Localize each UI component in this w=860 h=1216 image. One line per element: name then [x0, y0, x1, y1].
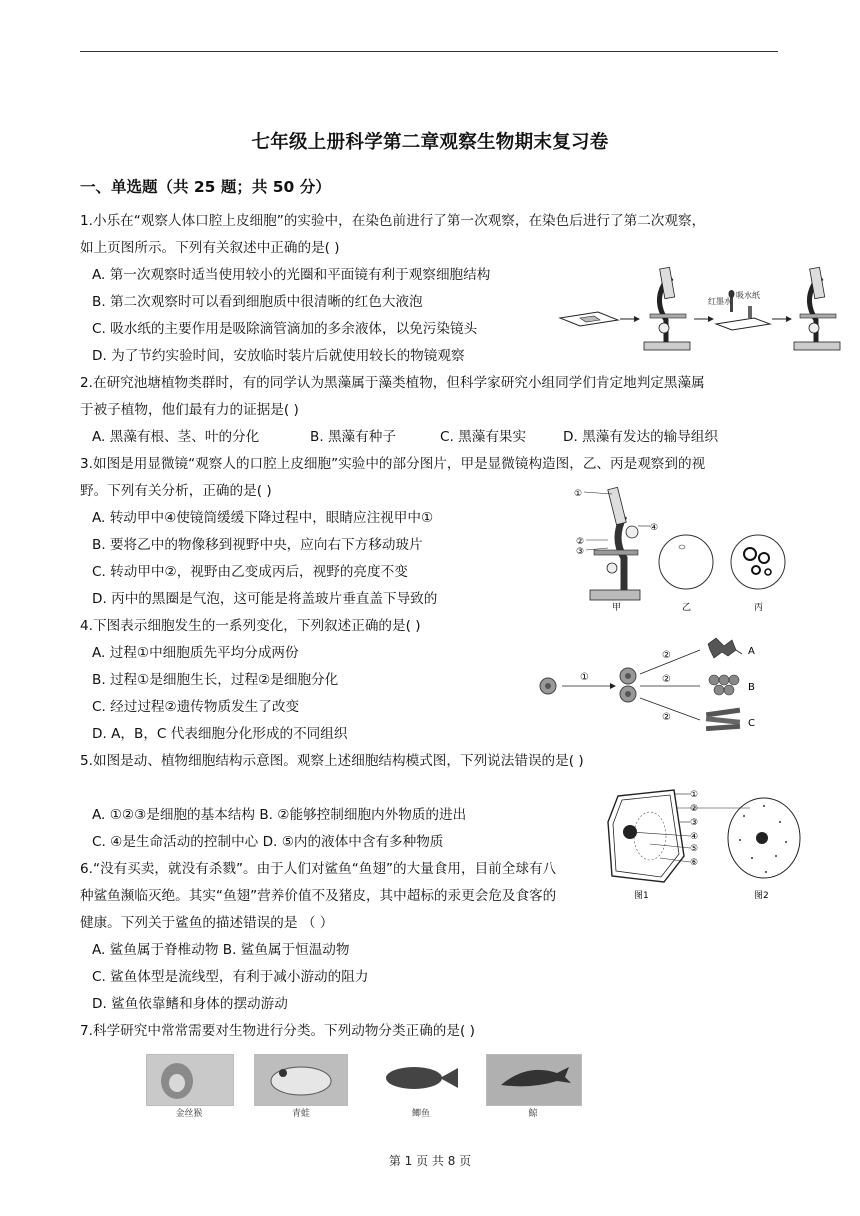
q1-stem-line2: 如上页图所示。下列有关叙述中正确的是( ) [80, 240, 340, 256]
field-bing-drawing [731, 535, 785, 589]
label-1: ① [574, 489, 583, 499]
microscope-drawing-2 [794, 267, 840, 350]
animal-cell-drawing [728, 798, 800, 878]
caption-yi: 乙 [682, 603, 692, 612]
process-1-label: ① [580, 672, 589, 683]
photo-frog [254, 1054, 348, 1106]
q3-option-d: D. 丙中的黑圈是气泡，这可能是将盖玻片垂直盖下导致的 [92, 591, 438, 607]
q3-option-c: C. 转动甲中②，视野由乙变成丙后，视野的亮度不变 [92, 564, 408, 580]
q4-cell-change-figure [536, 630, 766, 738]
q2-stem-line1: 2.在研究池塘植物类群时，有的同学认为黑藻属于藻类植物，但科学家研究小组同学们肯定地判定黑藻属 [80, 375, 705, 391]
q2-option-c: C. 黑藻有果实 [440, 429, 527, 445]
q4-option-c: C. 经过过程②遗传物质发生了改变 [92, 699, 300, 715]
q1-option-d: D. 为了节约实验时间，安放临时装片后就使用较长的物镜观察 [92, 348, 465, 364]
q4-option-a: A. 过程①中细胞质先平均分成两份 [92, 645, 299, 661]
q1-option-a: A. 第一次观察时适当使用较小的光圈和平面镜有利于观察细胞结构 [92, 267, 491, 283]
q4-option-b: B. 过程①是细胞生长，过程②是细胞分化 [92, 672, 339, 688]
section-heading: 一、单选题（共 25 题；共 50 分） [80, 178, 331, 196]
caption-frog: 青蛙 [291, 1109, 310, 1119]
q6-stem-line1: 6.“没有买卖，就没有杀戮”。由于人们对鲨鱼“鱼翅”的大量食用，目前全球有八 [80, 861, 557, 877]
q2-stem-line2: 于被子植物，他们最有力的证据是( ) [80, 402, 299, 418]
q6-option-c: C. 鲨鱼体型是流线型，有利于减小游动的阻力 [92, 969, 369, 985]
caption-jia: 甲 [612, 603, 622, 612]
q6-stem-line2: 种鲨鱼濒临灭绝。其实“鱼翅”营养价值不及猪皮，其中超标的汞更会危及食客的 [80, 888, 557, 904]
q5-stem-line1: 5.如图是动、植物细胞结构示意图。观察上述细胞结构模式图，下列说法错误的是( ) [80, 753, 584, 769]
cell-label-1: ① [690, 790, 699, 800]
q4-stem-line1: 4.下图表示细胞发生的一系列变化，下列叙述正确的是( ) [80, 618, 421, 634]
fig-label-red-ink: 红墨水 [708, 297, 732, 306]
caption-golden-monkey: 金丝猴 [175, 1109, 203, 1119]
q1-option-b: B. 第二次观察时可以看到细胞质中很清晰的红色大液泡 [92, 294, 423, 310]
process-2-label-a: ② [662, 650, 671, 661]
caption-whale: 鲸 [528, 1109, 538, 1119]
process-2-label-b: ② [662, 674, 671, 685]
q3-option-a: A. 转动甲中④使镜筒缓缓下降过程中，眼睛应注视甲中① [92, 510, 434, 526]
label-2: ② [576, 537, 585, 547]
q6-stem-line3: 健康。下列关于鲨鱼的描述错误的是 （ ） [80, 915, 334, 931]
q5-options-ab: A. ①②③是细胞的基本结构 B. ②能够控制细胞内外物质的进出 [92, 807, 467, 823]
q6-option-d: D. 鲨鱼依靠鳍和身体的摆动游动 [92, 996, 288, 1012]
tissue-label-c: C [748, 718, 755, 729]
q3-microscope-figure [572, 482, 792, 612]
q2-option-a: A. 黑藻有根、茎、叶的分化 [92, 429, 260, 445]
photo-whale [486, 1054, 582, 1106]
cell-label-6: ⑥ [690, 858, 699, 868]
plant-cell-drawing [608, 790, 684, 882]
q3-stem-line1: 3.如图是用显微镜“观察人的口腔上皮细胞”实验中的部分图片，甲是显微镜构造图，乙、丙是观察到的视 [80, 456, 706, 472]
q5-options-cd: C. ④是生命活动的控制中心 D. ⑤内的液体中含有多种物质 [92, 834, 444, 850]
tissue-c-drawing [706, 708, 740, 732]
tissue-a-drawing [708, 638, 742, 658]
caption-fig2: 图2 [754, 891, 769, 901]
label-3: ③ [576, 547, 585, 557]
staining-drawing [708, 290, 770, 330]
cell-label-4: ④ [690, 832, 699, 842]
tissue-b-drawing [709, 675, 739, 695]
q1-stem-line1: 1.小乐在“观察人体口腔上皮细胞”的实验中，在染色前进行了第一次观察，在染色后进行了第二次观察， [80, 213, 706, 229]
fig-label-blotting-paper: 吸水纸 [736, 291, 760, 300]
tissue-label-b: B [748, 682, 755, 693]
q1-option-c: C. 吸水纸的主要作用是吸除滴管滴加的多余液体，以免污染镜头 [92, 321, 478, 337]
q3-option-b: B. 要将乙中的物像移到视野中央，应向右下方移动玻片 [92, 537, 423, 553]
page-title: 七年级上册科学第二章观察生物期末复习卷 [251, 132, 609, 153]
caption-fig1: 图1 [634, 891, 649, 901]
page-footer: 第 1 页 共 8 页 [388, 1154, 472, 1168]
q1-procedure-figure [558, 262, 842, 354]
q2-option-d: D. 黑藻有发达的输导组织 [563, 429, 719, 445]
q5-cell-structure-figure [604, 786, 820, 902]
field-yi-drawing [659, 535, 713, 589]
cell-label-2: ② [690, 804, 699, 814]
q4-option-d: D. A，B，C 代表细胞分化形成的不同组织 [92, 726, 348, 742]
cell-label-5: ⑤ [690, 844, 699, 854]
tissue-label-a: A [748, 646, 755, 657]
process-2-label-c: ② [662, 712, 671, 723]
q2-option-b: B. 黑藻有种子 [310, 429, 396, 445]
header-rule [80, 51, 778, 52]
microscope-drawing-1 [644, 267, 690, 350]
cell-label-3: ③ [690, 818, 699, 828]
glass-slide-drawing [560, 312, 618, 326]
q6-options-ab: A. 鲨鱼属于脊椎动物 B. 鲨鱼属于恒温动物 [92, 942, 350, 958]
q3-stem-line2: 野。下列有关分析，正确的是( ) [80, 483, 272, 499]
caption-crucian-carp: 鲫鱼 [411, 1109, 430, 1119]
label-4: ④ [650, 523, 659, 533]
caption-bing: 丙 [754, 603, 764, 612]
q7-stem-line1: 7.科学研究中常常需要对生物进行分类。下列动物分类正确的是( ) [80, 1023, 475, 1039]
photo-golden-monkey [146, 1054, 234, 1106]
photo-crucian-carp [374, 1058, 468, 1098]
microscope-jia-drawing [574, 487, 658, 600]
